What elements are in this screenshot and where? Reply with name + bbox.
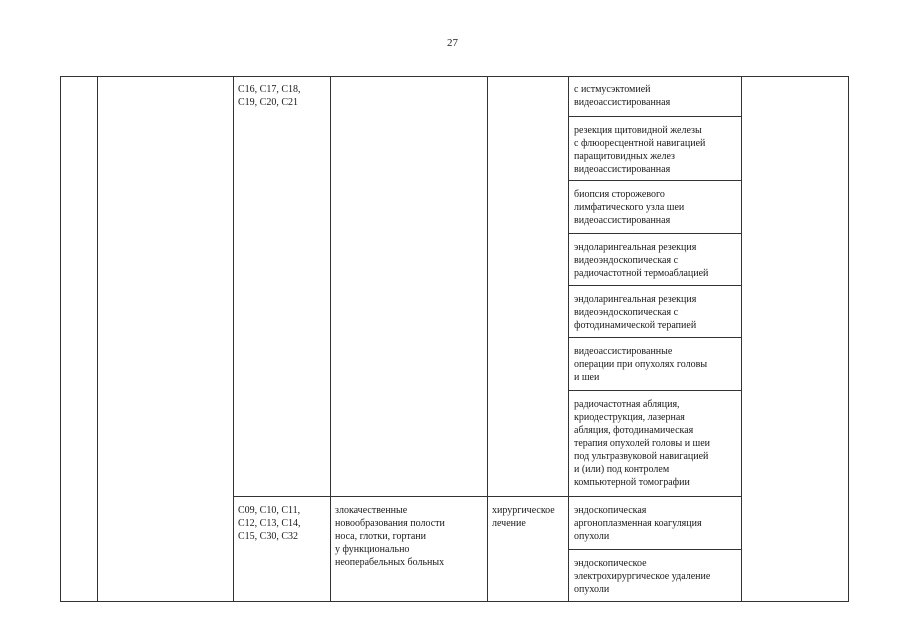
method-divider <box>568 116 741 117</box>
method-divider <box>568 337 741 338</box>
page-number: 27 <box>447 37 458 49</box>
table-column-divider <box>487 76 488 602</box>
table-border-right <box>848 76 849 602</box>
table-column-divider <box>233 76 234 602</box>
method-cell: резекция щитовидной железы с флюоресцентной навигацией паращитовидных желез видеоассистированная <box>574 125 706 175</box>
method-cell: биопсия сторожевого лимфатического узла шеи видеоассистированная <box>574 189 685 226</box>
treatment-type-cell: хирургическое лечение <box>492 505 555 529</box>
method-cell: с истмусэктомией видеоассистированная <box>574 84 671 108</box>
row-divider <box>233 496 741 497</box>
table-column-divider <box>741 76 742 602</box>
method-cell: эндоскопическая аргоноплазменная коагуляция опухоли <box>574 505 702 542</box>
table-column-divider <box>97 76 98 602</box>
table-column-divider <box>330 76 331 602</box>
method-cell: видеоассистированные операции при опухолях головы и шеи <box>574 346 708 383</box>
method-divider <box>568 390 741 391</box>
table-column-divider <box>568 76 569 602</box>
method-cell: радиочастотная абляция, криодеструкция, лазерная абляция, фотодинамическая терапия опухолей головы и шеи под ультразвуковой навигацией и (или) под контролем компьютерной томографии <box>574 399 711 488</box>
icd-codes-cell: С16, С17, С18, С19, С20, С21 <box>238 84 301 108</box>
method-divider <box>568 233 741 234</box>
method-cell: эндоскопическое электрохирургическое удаление опухоли <box>574 558 711 595</box>
method-divider <box>568 285 741 286</box>
diagnosis-cell: злокачественные новообразования полости носа, глотки, гортани у функционально неоперабельных больных <box>335 505 445 568</box>
method-divider <box>568 549 741 550</box>
icd-codes-cell: С09, С10, С11, С12, С13, С14, С15, С30, С32 <box>238 505 301 542</box>
table-border-left <box>60 76 61 602</box>
method-cell: эндоларингеальная резекция видеоэндоскопическая с фотодинамической терапией <box>574 294 697 331</box>
method-cell: эндоларингеальная резекция видеоэндоскопическая с радиочастотной термоаблацией <box>574 242 709 279</box>
method-divider <box>568 180 741 181</box>
table-border-bottom <box>60 601 849 602</box>
table-border-top <box>60 76 849 77</box>
